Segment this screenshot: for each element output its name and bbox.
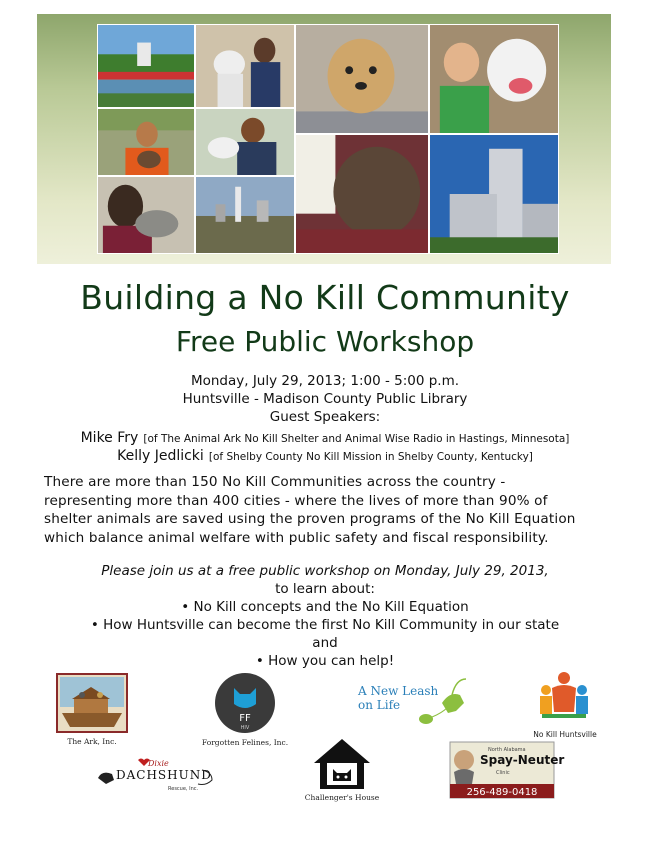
bullet-item: • How Huntsville can become the first No Kill Community in our state [90,617,560,633]
ff-badge-subtext: HIV [240,725,250,731]
guest-speakers-label: Guest Speakers: [269,409,381,425]
dixie-script: Dixie [148,759,169,768]
photo-boy-with-dog [429,24,559,134]
speaker-2 [0,445,650,464]
spay-phone: 256-489-0418 [466,787,538,798]
flyer-subtitle: Free Public Workshop [175,325,475,358]
speaker-name: Mike Fry [80,430,139,446]
photo-woman-with-pitbull [195,24,295,108]
speaker-name: Kelly Jedlicki [117,448,204,464]
dachshund-subtext: Rescue, Inc. [168,786,199,792]
new-leash-line1: A New Leash [358,684,439,698]
intro-paragraph [44,473,610,547]
spay-neuter-logo [450,742,565,798]
photo-huntsville-skyline [195,176,295,254]
ark-logo [56,673,128,733]
photo-kitten-bottle-feeding [295,134,429,254]
bullet-connector: and [312,635,338,651]
photo-man-with-dog [97,108,195,176]
photo-woman-with-dog [195,108,295,176]
photo-collage-banner [37,14,611,264]
spay-sub-text: Clinic [496,770,510,776]
no-kill-huntsville-caption: No Kill Huntsville [533,730,597,739]
dixie-dachshund-logo [94,756,220,796]
new-leash-logo [356,673,472,729]
flyer-title: Building a No Kill Community [80,278,570,317]
event-date: Monday, July 29, 2013; 1:00 - 5:00 p.m. [190,373,460,389]
dachshund-word: DACHSHUND [116,768,212,782]
invite-line: Please join us at a free public workshop on Monday, July 29, 2013, [101,563,549,579]
new-leash-line2: on Life [358,698,401,712]
invite-line: to learn about: [275,581,375,597]
forgotten-felines-logo [214,672,276,734]
spay-small-text: North Alabama [488,747,526,753]
challengers-house-logo [313,737,371,791]
paragraph-line: which balance animal welfare with public safety and fiscal responsibility. [44,529,549,546]
ark-caption: The Ark, Inc. [67,737,117,746]
speaker-affiliation: [of Shelby County No Kill Mission in Shelby County, Kentucky] [208,451,533,463]
bullet-item: • No Kill concepts and the No Kill Equation [181,599,469,615]
speaker-1 [0,427,650,446]
photo-woman-with-cat [97,176,195,254]
paragraph-line: shelter animals are saved using the proven programs of the No Kill Equation [44,511,576,527]
event-location: Huntsville - Madison County Public Library [182,391,468,407]
photo-courthouse-building [429,134,559,254]
photo-park-fountain [97,24,195,108]
ff-badge-text: FF [239,713,251,724]
bullet-item: • How you can help! [255,653,395,669]
forgotten-felines-caption: Forgotten Felines, Inc. [201,738,289,747]
no-kill-huntsville-logo [534,668,594,730]
spay-main-text: Spay-Neuter [480,753,565,767]
paragraph-line: representing more than 400 cities - where the lives of more than 90% of [44,492,548,509]
challengers-house-caption: Challenger's House [304,793,380,802]
paragraph-line: There are more than 150 No Kill Communities across the country - [44,474,506,490]
speaker-affiliation: [of The Animal Ark No Kill Shelter and Animal Wise Radio in Hastings, Minnesota] [143,433,570,445]
photo-terrier-dog [295,24,429,134]
